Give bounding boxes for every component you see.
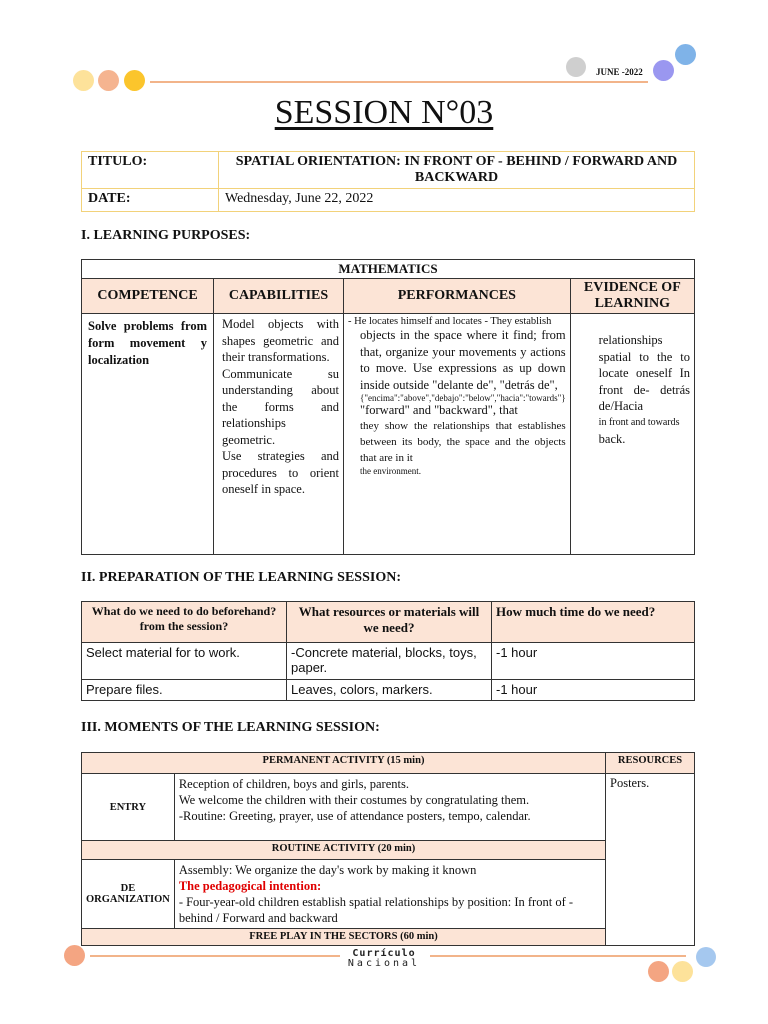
evidence-line: back. bbox=[598, 432, 626, 446]
performances-cell bbox=[344, 314, 571, 555]
titulo-value: SPATIAL ORIENTATION: IN FRONT OF - BEHIND / FORWARD AND BACKWARD bbox=[219, 152, 695, 189]
performance-line: {"encima":"above","debajo":"below","hacia":"towards"} bbox=[360, 393, 566, 403]
capability-item: Communicate su understanding about the forms and relationships geometric. bbox=[222, 366, 339, 447]
decor-dot bbox=[675, 44, 696, 65]
col-competence: COMPETENCE bbox=[82, 279, 214, 314]
prep-col-beforehand: What do we need to do beforehand? from the session? bbox=[82, 602, 287, 643]
prep-cell: -Concrete material, blocks, toys, paper. bbox=[287, 643, 492, 680]
evidence-line: in front and towards bbox=[598, 416, 680, 428]
evidence-cell bbox=[570, 314, 694, 555]
decor-dot bbox=[566, 57, 586, 77]
performance-line: the environment. bbox=[360, 466, 421, 476]
resources-cell: Posters. bbox=[606, 774, 695, 946]
entry-line: -Routine: Greeting, prayer, use of attendance posters, tempo, calendar. bbox=[178, 809, 531, 823]
performance-line: objects in the space where it find; from that, organize your movements y actions to move. Use expressions as up down inside outside "delante de", "detrás de", bbox=[360, 328, 566, 392]
capability-item: Model objects with shapes geometric and their transformations. bbox=[222, 317, 339, 364]
footer-rule bbox=[430, 955, 686, 957]
titulo-label: TITULO: bbox=[82, 152, 219, 189]
col-evidence: EVIDENCE OF LEARNING bbox=[570, 279, 694, 314]
prep-cell: Leaves, colors, markers. bbox=[287, 680, 492, 701]
permanent-activity-band: PERMANENT ACTIVITY (15 min) bbox=[82, 753, 606, 774]
entry-line: We welcome the children with their costumes by congratulating them. bbox=[178, 793, 530, 807]
performance-line: - He locates himself and locates - They establish bbox=[348, 316, 552, 327]
capabilities-cell bbox=[214, 314, 344, 555]
capability-item: Use strategies and procedures to orient oneself in space. bbox=[222, 449, 339, 496]
moments-table bbox=[81, 752, 695, 946]
date-label: DATE: bbox=[82, 189, 219, 212]
performance-line: "forward" and "backward", that bbox=[360, 403, 518, 417]
decor-dot bbox=[98, 70, 119, 91]
prep-cell: Prepare files. bbox=[82, 680, 287, 701]
resources-header: RESOURCES bbox=[606, 753, 695, 774]
session-info-table bbox=[81, 151, 695, 212]
col-performances: PERFORMANCES bbox=[344, 279, 571, 314]
col-capabilities: CAPABILITIES bbox=[214, 279, 344, 314]
date-value: Wednesday, June 22, 2022 bbox=[219, 189, 695, 212]
organization-label: DE ORGANIZATION bbox=[82, 860, 175, 929]
curriculo-nacional-logo: Currículo Nacional bbox=[347, 948, 421, 969]
decor-dot bbox=[653, 60, 674, 81]
evidence-line: relationships spatial to the to locate oneself In front de- detrás de/Hacia bbox=[598, 333, 690, 413]
competence-cell: Solve problems from form movement y localization bbox=[82, 314, 214, 555]
org-line: Assembly: We organize the day's work by making it known bbox=[178, 863, 477, 877]
learning-purposes-table bbox=[81, 259, 695, 555]
entry-line: Reception of children, boys and girls, parents. bbox=[178, 777, 409, 791]
section-heading-preparation: II. PREPARATION OF THE LEARNING SESSION: bbox=[81, 570, 401, 585]
footer-rule bbox=[90, 955, 340, 957]
page-title: SESSION N°03 bbox=[274, 94, 494, 131]
header-rule bbox=[150, 81, 648, 83]
entry-label: ENTRY bbox=[82, 774, 175, 841]
prep-col-resources: What resources or materials will we need? bbox=[287, 602, 492, 643]
performance-line: they show the relationships that establishes between its body, the space and the objects that are in it bbox=[360, 420, 566, 464]
decor-dot bbox=[648, 961, 669, 982]
entry-content bbox=[174, 774, 605, 841]
org-line: - Four-year-old children establish spatial relationships by position: In front of - behind / Forward and backward bbox=[178, 895, 574, 925]
routine-activity-band: ROUTINE ACTIVITY (20 min) bbox=[82, 841, 606, 860]
section-heading-moments: III. MOMENTS OF THE LEARNING SESSION: bbox=[81, 720, 380, 735]
preparation-table bbox=[81, 601, 695, 701]
pedagogical-intention: The pedagogical intention: bbox=[178, 879, 322, 893]
prep-cell: -1 hour bbox=[492, 680, 695, 701]
date-tag: JUNE -2022 bbox=[596, 67, 643, 77]
decor-dot bbox=[672, 961, 693, 982]
prep-col-time: How much time do we need? bbox=[492, 602, 695, 643]
decor-dot bbox=[64, 945, 85, 966]
prep-cell: Select material for to work. bbox=[82, 643, 287, 680]
organization-content bbox=[174, 860, 605, 929]
prep-cell: -1 hour bbox=[492, 643, 695, 680]
decor-dot bbox=[696, 947, 716, 967]
section-heading-purposes: I. LEARNING PURPOSES: bbox=[81, 228, 251, 243]
free-play-band: FREE PLAY IN THE SECTORS (60 min) bbox=[82, 929, 606, 946]
decor-dot bbox=[73, 70, 94, 91]
decor-dot bbox=[124, 70, 145, 91]
area-header: MATHEMATICS bbox=[82, 260, 695, 279]
